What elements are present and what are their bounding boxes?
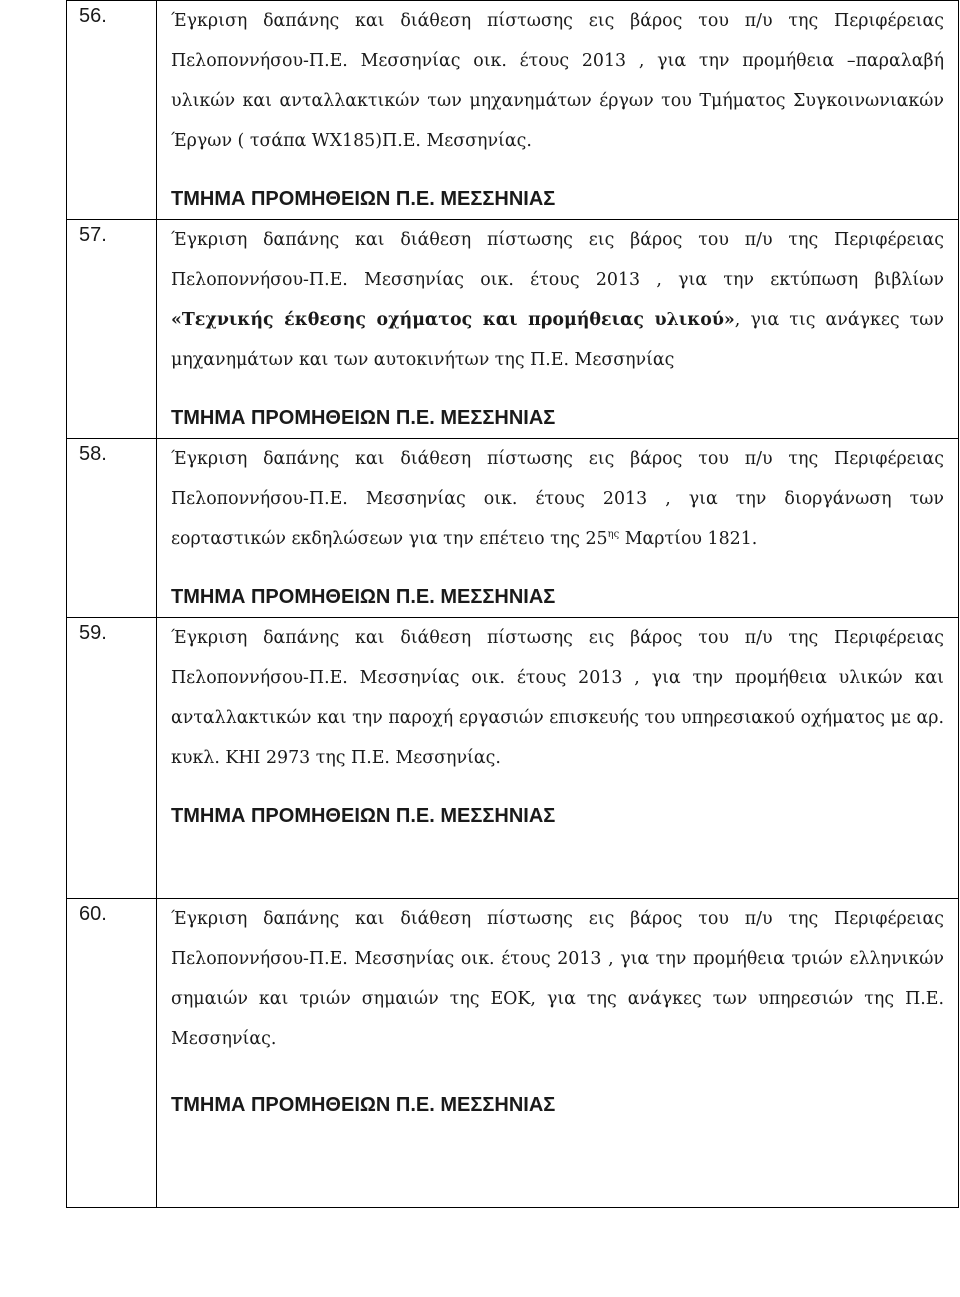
item-number: 57. (67, 220, 157, 439)
item-body (157, 618, 959, 899)
ordinal-suffix: ης (607, 529, 620, 541)
item-text-start: Έγκριση δαπάνης και διάθεση πίστωσης εις βάρος του π/υ της Περιφέρειας Πελοποννήσου-Π.Ε. Μεσσηνίας οικ. έτους 2013 , για την διοργάνωση των εορταστικών εκδηλώσεων για την επέτειο της 25 (171, 449, 944, 549)
agenda-row (67, 439, 959, 618)
item-text: Έγκριση δαπάνης και διάθεση πίστωσης εις βάρος του π/υ της Περιφέρειας Πελοποννήσου-Π.Ε. Μεσσηνίας οικ. έτους 2013 , για την προμήθεια υλικών και ανταλλακτικών και την παροχή εργασιών επισκευής του υπηρεσιακού οχήματος με αρ. κυκλ. ΚΗΙ 2973 της Π.Ε. Μεσσηνίας. (171, 628, 944, 768)
item-body (157, 439, 959, 618)
item-number: 58. (67, 439, 157, 618)
department-label: ΤΜΗΜΑ ΠΡΟΜΗΘΕΙΩΝ Π.Ε. ΜΕΣΣΗΝΙΑΣ (171, 586, 556, 608)
item-number: 56. (67, 1, 157, 220)
item-number: 59. (67, 618, 157, 899)
agenda-row (67, 618, 959, 899)
item-text: Έγκριση δαπάνης και διάθεση πίστωσης εις βάρος του π/υ της Περιφέρειας Πελοποννήσου-Π.Ε. Μεσσηνίας οικ. έτους 2013 , για την προμήθεια τριών ελληνικών σημαιών και τριών σημαιών της ΕΟΚ, για της ανάγκες των υπηρεσιών της Π.Ε. Μεσσηνίας. (171, 909, 944, 1049)
agenda-table (66, 0, 959, 1208)
item-text (171, 439, 944, 559)
department-label: ΤΜΗΜΑ ΠΡΟΜΗΘΕΙΩΝ Π.Ε. ΜΕΣΣΗΝΙΑΣ (171, 407, 556, 429)
department-label: ΤΜΗΜΑ ΠΡΟΜΗΘΕΙΩΝ Π.Ε. ΜΕΣΣΗΝΙΑΣ (171, 1094, 556, 1116)
item-number: 60. (67, 899, 157, 1208)
item-text-end: Μαρτίου 1821. (619, 529, 758, 549)
department-label: ΤΜΗΜΑ ΠΡΟΜΗΘΕΙΩΝ Π.Ε. ΜΕΣΣΗΝΙΑΣ (171, 805, 556, 827)
department-label: ΤΜΗΜΑ ΠΡΟΜΗΘΕΙΩΝ Π.Ε. ΜΕΣΣΗΝΙΑΣ (171, 188, 556, 210)
agenda-row (67, 220, 959, 439)
agenda-row (67, 899, 959, 1208)
agenda-row (67, 1, 959, 220)
item-body (157, 220, 959, 439)
item-text-end: , για τις ανάγκες των μηχανημάτων και των αυτοκινήτων της Π.Ε. Μεσσηνίας (171, 310, 944, 370)
item-text-start: Έγκριση δαπάνης και διάθεση πίστωσης εις βάρος του π/υ της Περιφέρειας Πελοποννήσου-Π.Ε. Μεσσηνίας οικ. έτους 2013 , για την εκτύπωση βιβλίων (171, 230, 944, 290)
item-text: Έγκριση δαπάνης και διάθεση πίστωσης εις βάρος του π/υ της Περιφέρειας Πελοποννήσου-Π.Ε. Μεσσηνίας οικ. έτους 2013 , για την προμήθεια –παραλαβή υλικών και ανταλλακτικών των μηχανημάτων έργων του Τμήματος Συγκοινωνιακών Έργων ( τσάπα WX185)Π.Ε. Μεσσηνίας. (171, 11, 944, 151)
item-text-bold: «Τεχνικής έκθεσης οχήματος και προμήθειας υλικού» (171, 310, 735, 330)
item-body (157, 1, 959, 220)
item-body (157, 899, 959, 1208)
item-text (171, 220, 944, 380)
